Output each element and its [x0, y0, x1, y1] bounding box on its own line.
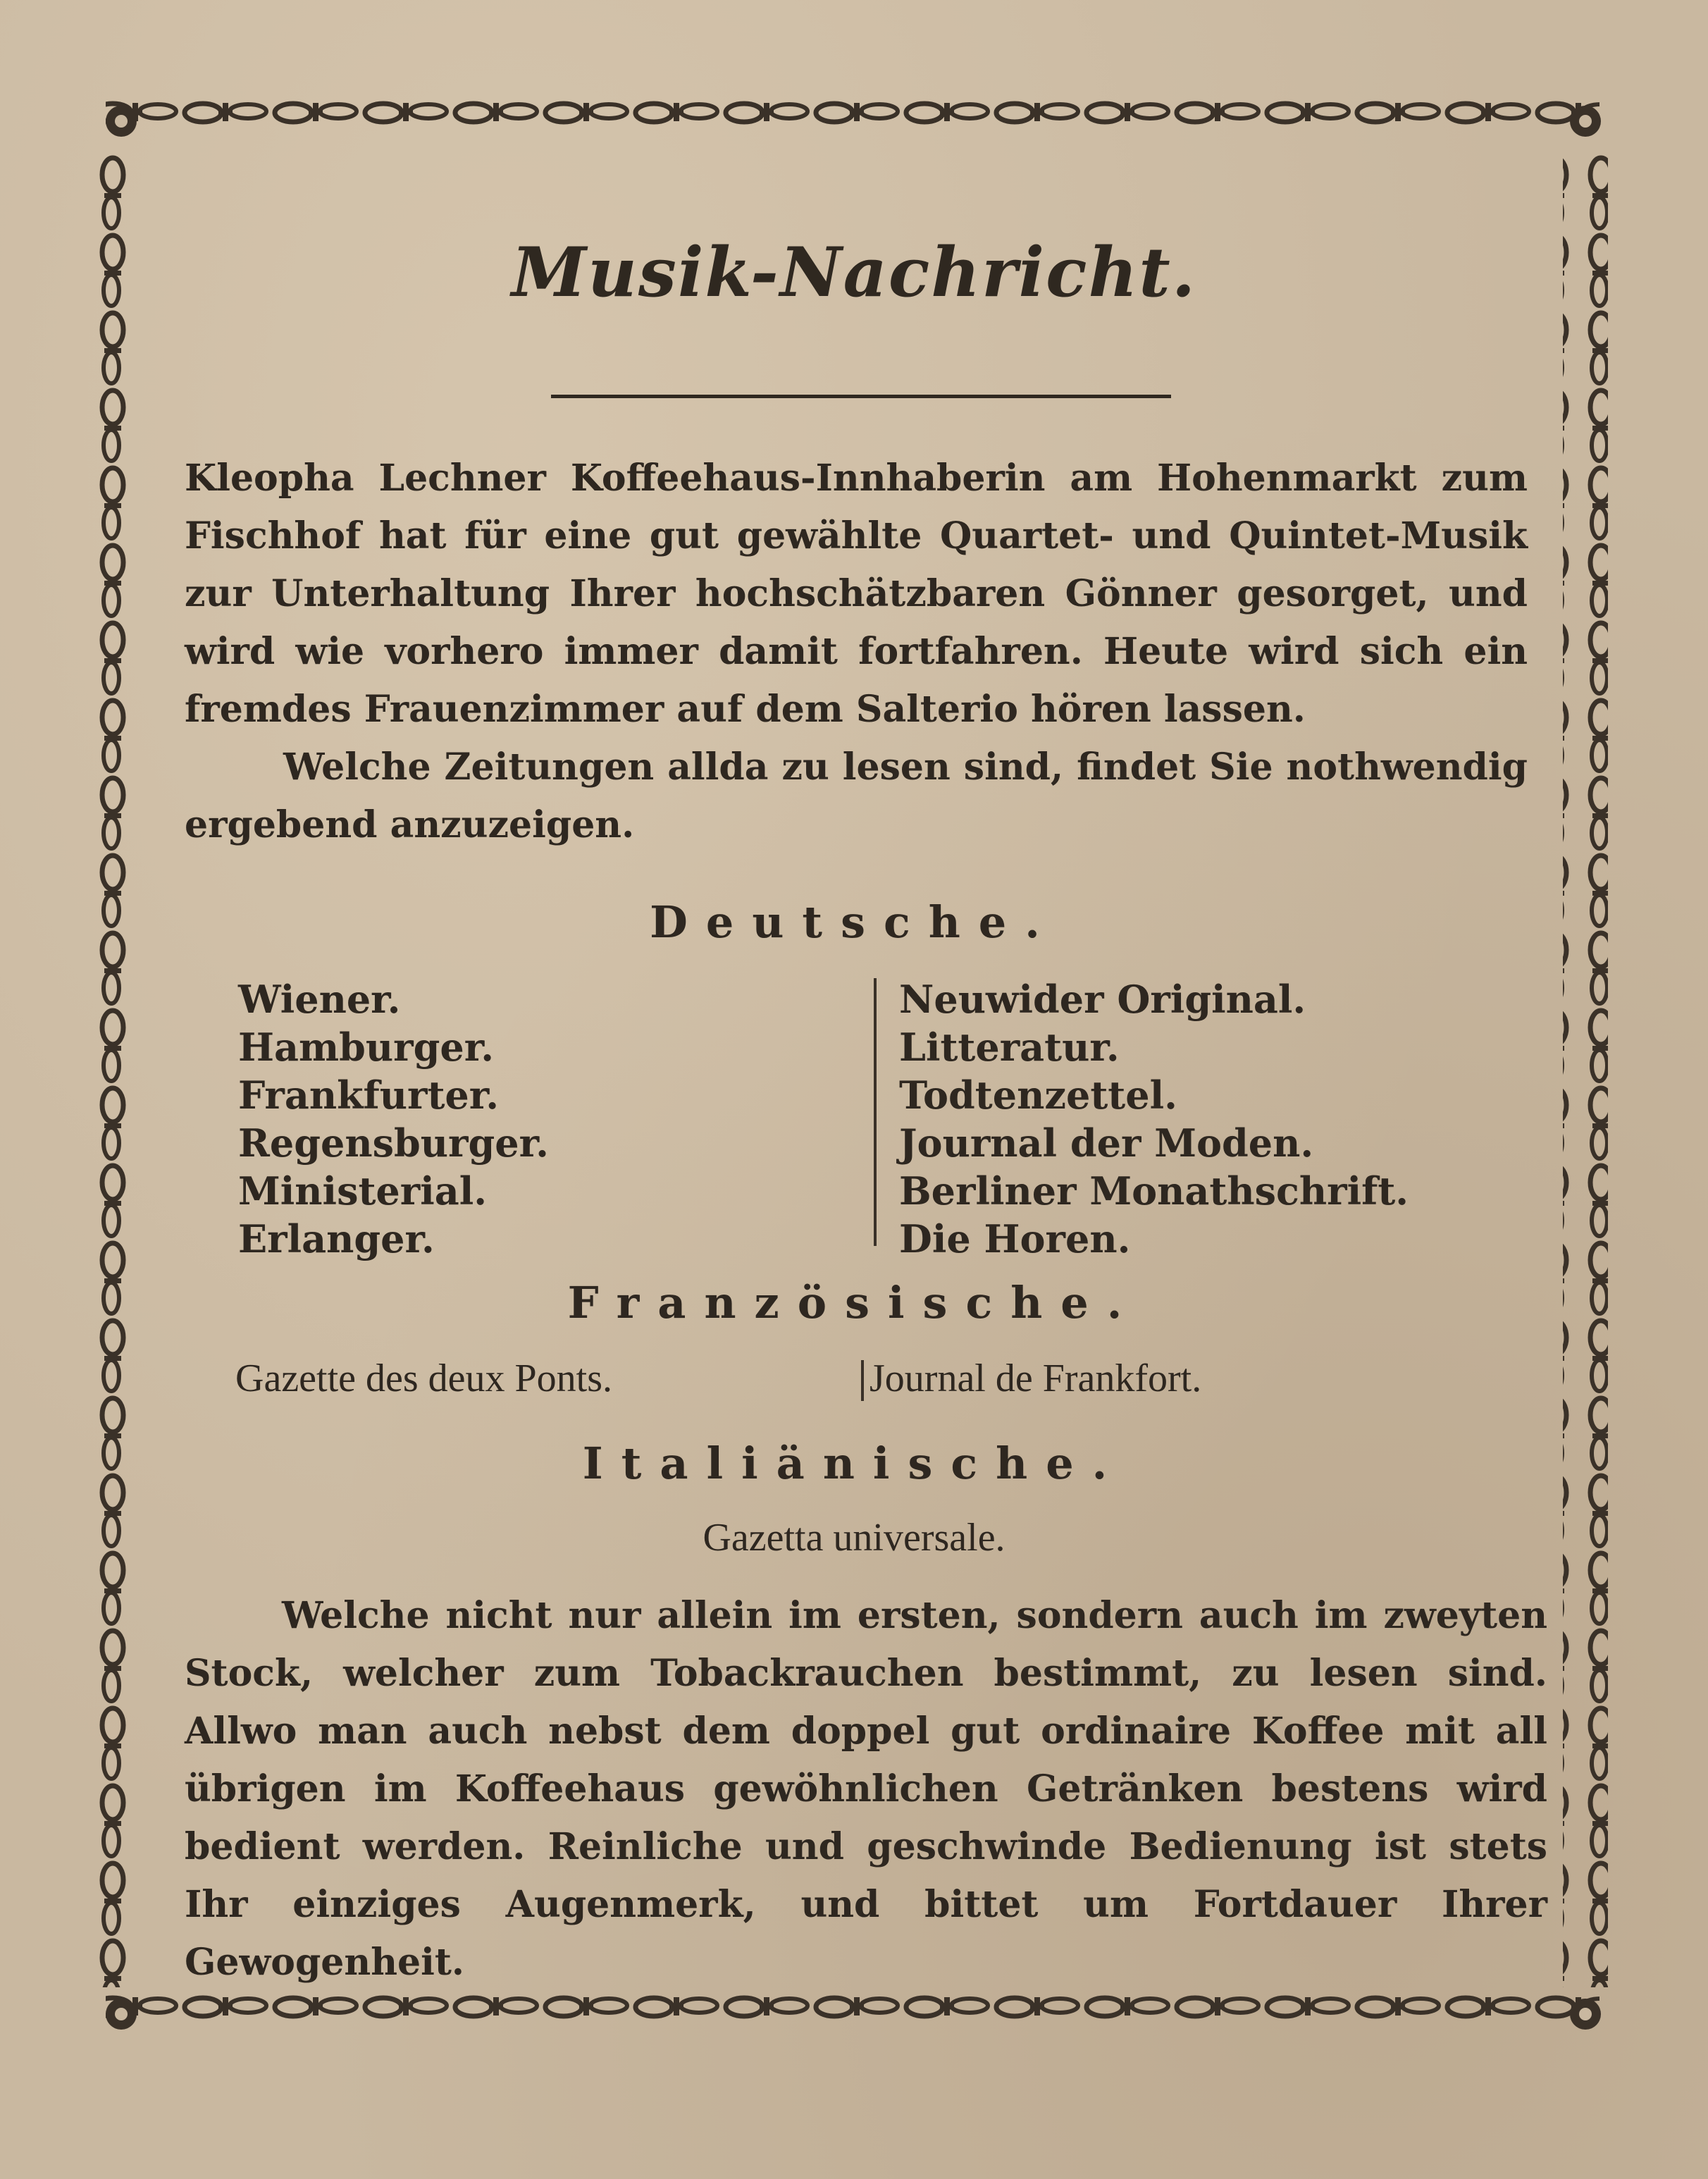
list-item: Wiener.	[238, 977, 401, 1022]
list-item: Regensburger.	[238, 1121, 549, 1166]
column-divider	[874, 978, 877, 1246]
list-item: Ministerial.	[238, 1168, 488, 1214]
title-divider	[551, 395, 1171, 398]
list-item: Todtenzettel.	[899, 1073, 1177, 1118]
page-title: Musik-Nachricht.	[511, 233, 1197, 312]
list-item: Hamburger.	[238, 1025, 495, 1070]
list-item: Erlanger.	[238, 1216, 435, 1261]
list-item: Litteratur.	[899, 1025, 1120, 1070]
list-item: Neuwider Original.	[899, 977, 1306, 1022]
german-list-left	[238, 975, 549, 1263]
intro-paragraph: Kleopha Lechner Koffeehaus-Innhaberin am Hohenmarkt zum Fischhof hat für eine gut gewählte Quartet- und Quintet-Musik zur Unterhaltung Ihrer hochschätzbaren Gönner gesorget, und wird wie vorhero immer damit fortfahren. Heute wird sich ein fremdes Frauenzimmer auf dem Salterio hören lassen.	[185, 457, 1528, 731]
german-list-right	[899, 975, 1409, 1263]
closing-paragraph: Welche nicht nur allein im ersten, sondern auch im zweyten Stock, welcher zum Tobackrauchen bestimmt, zu lesen sind. Allwo man auch nebst dem doppel gut ordinaire Koffee mit all übrigen im Koffeehaus gewöhnlichen Getränken bestens wird bedient werden. Reinliche und geschwinde Bedienung ist stets Ihr einziges Augenmerk, und bittet um Fortdauer Ihrer Gewogenheit.	[185, 1594, 1547, 1984]
italian-item: Gazetta universale.	[703, 1516, 1005, 1560]
list-item: Frankfurter.	[238, 1073, 500, 1118]
list-item: Die Horen.	[899, 1216, 1131, 1261]
heading-german: Deutsche.	[650, 896, 1058, 948]
heading-french: Französische.	[567, 1277, 1141, 1328]
list-item: Journal der Moden.	[899, 1121, 1314, 1166]
newspapers-intro: Welche Zeitungen allda zu lesen sind, findet Sie nothwendig ergebend anzuzeigen.	[185, 746, 1528, 846]
column-divider	[861, 1360, 864, 1401]
french-item-right: Journal de Frankfort.	[870, 1357, 1202, 1400]
french-item-left: Gazette des deux Ponts.	[235, 1357, 612, 1400]
list-item: Berliner Monathschrift.	[899, 1168, 1409, 1214]
heading-italian: Italiänische.	[582, 1438, 1126, 1489]
